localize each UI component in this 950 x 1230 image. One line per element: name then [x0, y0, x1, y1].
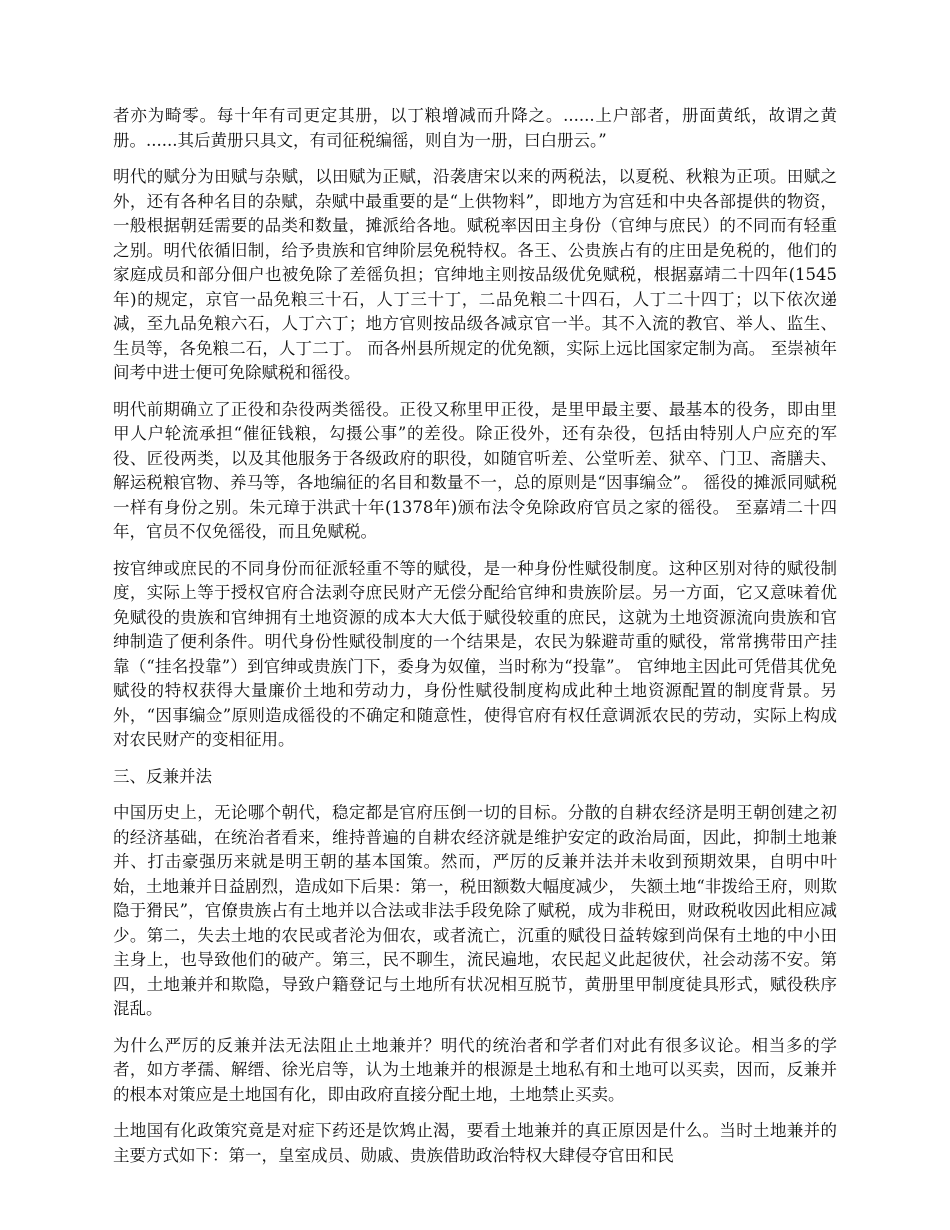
- document-body: [113, 104, 837, 1180]
- section-heading: 三、反兼并法: [113, 766, 212, 786]
- paragraph-stability: 中国历史上，无论哪个朝代，稳定都是官府压倒一切的目标。分散的自耕农经济是明王朝创建之初的经济基础，在统治者看来，维持普遍的自耕农经济就是维护安定的政治局面，因此，抑制土地兼并、打击豪强历来就是明王朝的基本国策。然而，严厉的反兼并法并未收到预期效果，自明中叶始，土地兼并日益剧烈，造成如下后果：第一，税田额数大幅度减少， 失额土地“非拨给王府，则欺隐于猾民”，官僚贵族占有土地并以合法或非法手段免除了赋税，成为非税田，财政税收因此相应减少。第二，失去土地的农民或者沦为佃农，或者流亡，沉重的赋役日益转嫁到尚保有土地的中小田主身上，也导致他们的破产。第三，民不聊生，流民遍地，农民起义此起彼伏，社会动荡不安。第四，土地兼并和欺隐，导致户籍登记与土地所有状况相互脱节，黄册里甲制度徒具形式，赋役秩序混乱。: [113, 803, 837, 1018]
- paragraph-status-based-tax: 按官绅或庶民的不同身份而征派轻重不等的赋役，是一种身份性赋役制度。这种区别对待的赋役制度，实际上等于授权官府合法剥夺庶民财产无偿分配给官绅和贵族阶层。另一方面，它又意味着优免赋役的贵族和官绅拥有土地资源的成本大大低于赋役较重的庶民，这就为土地资源流向贵族和官绅制造了便利条件。明代身份性赋役制度的一个结果是，农民为躲避苛重的赋役，常常携带田产挂靠（“挂名投靠”）到官绅或贵族门下，委身为奴僮，当时称为“投靠”。 官绅地主因此可凭借其优免赋役的特权获得大量廉价土地和劳动力，身份性赋役制度构成此种土地资源配置的制度背景。另外，“因事编佥”原则造成徭役的不确定和随意性，使得官府有权任意调派农民的劳动，实际上构成对农民财产的变相征用。: [113, 558, 837, 749]
- paragraph-land-tax: 明代的赋分为田赋与杂赋，以田赋为正赋，沿袭唐宋以来的两税法，以夏税、秋粮为正项。田赋之外，还有各种名目的杂赋，杂赋中最重要的是“上供物料”，即地方为宫廷和中央各部提供的物资，一般根据朝廷需要的品类和数量，摊派给各地。赋税率因田主身份（官绅与庶民）的不同而有轻重之别。明代依循旧制，给予贵族和官绅阶层免税特权。各王、公贵族占有的庄田是免税的，他们的家庭成员和部分佃户也被免除了差徭负担；官绅地主则按品级优免赋税，根据嘉靖二十四年(1545年)的规定，京官一品免粮三十石，人丁三十丁，二品免粮二十四石，人丁二十四丁；以下依次递减，至九品免粮六石，人丁六丁；地方官则按品级各减京官一半。其不入流的教官、举人、监生、生员等，各免粮二石，人丁二丁。 而各州县所规定的优免额，实际上远比国家定制为高。 至崇祯年间考中进士便可免除赋税和徭役。: [113, 167, 837, 382]
- paragraph-corvee: 明代前期确立了正役和杂役两类徭役。正役又称里甲正役，是里甲最主要、最基本的役务，即由里甲人户轮流承担“催征钱粮，勾摄公事”的差役。除正役外，还有杂役，包括由特别人户应充的军役、匠役两类，以及其他服务于各级政府的职役，如随官听差、公堂听差、狱卒、门卫、斋膳夫、解运税粮官物、养马等，各地编征的名目和数量不一，总的原则是“因事编佥”。 徭役的摊派同赋税一样有身份之别。朱元璋于洪武十年(1378年)颁布法令免除政府官员之家的徭役。 至嘉靖二十四年，官员不仅免徭役，而且免赋税。: [113, 399, 837, 541]
- paragraph-nationalization: 土地国有化政策究竟是对症下药还是饮鸩止渴，要看土地兼并的真正原因是什么。当时土地兼并的主要方式如下：第一，皇室成员、勋戚、贵族借助政治特权大肆侵夺官田和民: [113, 1121, 837, 1165]
- paragraph-huangce-note: 者亦为畸零。每十年有司更定其册，以丁粮增减而升降之。......上户部者，册面黄纸，故谓之黄册。......其后黄册只具文，有司征税编徭，则自为一册，曰白册云。”: [113, 106, 837, 150]
- paragraph-why-annexation: 为什么严厉的反兼并法无法阻止土地兼并？明代的统治者和学者们对此有很多议论。相当多的学者，如方孝孺、解缙、徐光启等，认为土地兼并的根源是土地私有和土地可以买卖，因而，反兼并的根本对策应是土地国有化，即由政府直接分配土地，土地禁止买卖。: [113, 1035, 837, 1104]
